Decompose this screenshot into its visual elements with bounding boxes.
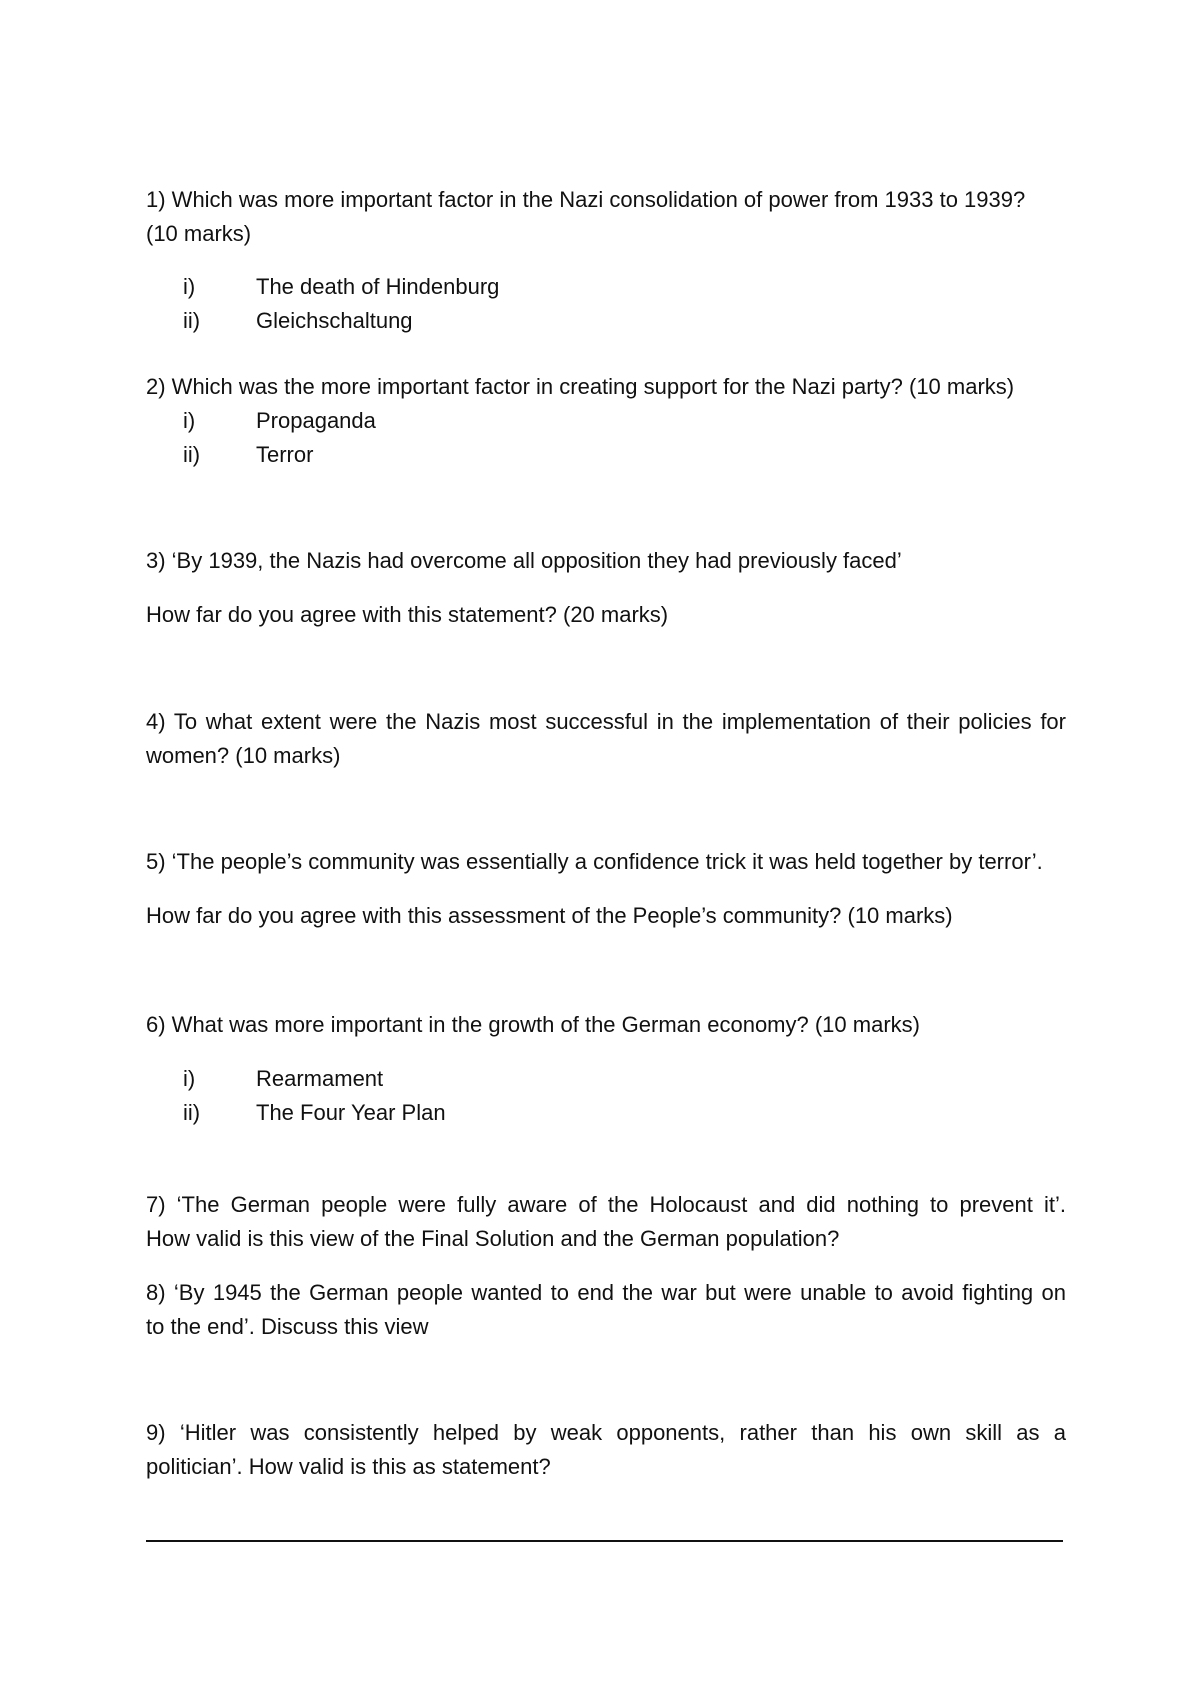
- question-3-line-2: How far do you agree with this statement? (20 marks): [146, 602, 669, 627]
- question-1-option-2-text: Gleichschaltung: [256, 308, 413, 333]
- question-4-line-2: women? (10 marks): [146, 743, 341, 768]
- question-6-option-2-text: The Four Year Plan: [256, 1100, 446, 1125]
- question-9-line-1: 9) ‘Hitler was consistently helped by weak opponents, rather than his own skill as a: [146, 1420, 1066, 1445]
- question-2-option-1-text: Propaganda: [256, 408, 376, 433]
- question-6-option-2-numeral: ii): [183, 1100, 201, 1125]
- question-5-line-1: 5) ‘The people’s community was essentially a confidence trick it was held together by terror’.: [146, 849, 1043, 874]
- question-1-line-2: (10 marks): [146, 221, 252, 246]
- question-1-option-1-text: The death of Hindenburg: [256, 274, 500, 299]
- question-2-option-2-numeral: ii): [183, 442, 201, 467]
- question-2-option-2-text: Terror: [256, 442, 314, 467]
- horizontal-rule: [146, 1540, 1063, 1542]
- question-2-option-1-numeral: i): [183, 408, 196, 433]
- question-9-line-2: politician’. How valid is this as statement?: [146, 1454, 551, 1479]
- question-2-line-1: 2) Which was the more important factor in creating support for the Nazi party? (10 marks): [146, 374, 1015, 399]
- question-7-line-2: How valid is this view of the Final Solution and the German population?: [146, 1226, 840, 1251]
- question-4-line-1: 4) To what extent were the Nazis most successful in the implementation of their policies for: [146, 709, 1066, 734]
- question-6-option-1-numeral: i): [183, 1066, 196, 1091]
- question-1-option-1-numeral: i): [183, 274, 196, 299]
- question-8-line-1: 8) ‘By 1945 the German people wanted to end the war but were unable to avoid fighting on: [146, 1280, 1066, 1305]
- question-1-line-1: 1) Which was more important factor in the Nazi consolidation of power from 1933 to 1939?: [146, 187, 1026, 212]
- question-6-option-1-text: Rearmament: [256, 1066, 384, 1091]
- question-8-line-2: to the end’. Discuss this view: [146, 1314, 429, 1339]
- question-6-line-1: 6) What was more important in the growth of the German economy? (10 marks): [146, 1012, 920, 1037]
- question-3-line-1: 3) ‘By 1939, the Nazis had overcome all opposition they had previously faced’: [146, 548, 902, 573]
- question-7-line-1: 7) ‘The German people were fully aware of the Holocaust and did nothing to prevent it’.: [146, 1192, 1066, 1217]
- question-5-line-2: How far do you agree with this assessment of the People’s community? (10 marks): [146, 903, 953, 928]
- question-1-option-2-numeral: ii): [183, 308, 201, 333]
